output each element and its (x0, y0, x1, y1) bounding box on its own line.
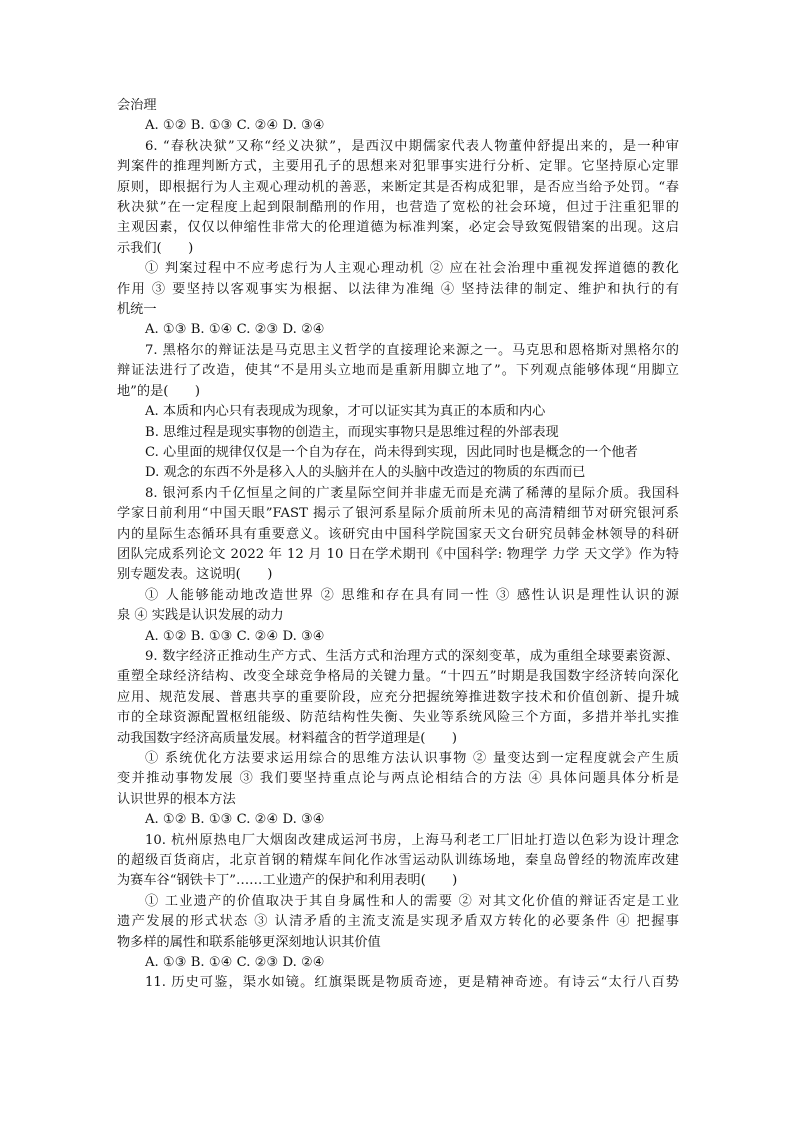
statement-line: 作用 ③ 要坚持以客观事实为根据、以法律为准绳 ④ 坚持法律的制定、维护和执行的有 (117, 281, 679, 297)
text-line: 会治理 (117, 98, 157, 113)
text-line: 原则，即根据行为人主观心理动机的善恶，来断定其是否构成犯罪，是否应当给予处罚。“春 (117, 179, 679, 195)
answer-options: A. ①② B. ①③ C. ②④ D. ③④ (145, 628, 325, 644)
text-line: 主观因素，仅仅以伸缩性非常大的伦理道德为标准判案，必定会导致冤假错案的出现。这启 (117, 220, 679, 236)
answer-options: A. ①③ B. ①④ C. ②③ D. ②④ (145, 322, 325, 338)
statement-line: ① 判案过程中不应考虑行为人主观心理动机 ② 应在社会治理中重视发挥道德的教化 (145, 261, 679, 277)
statement-line: 机统一 (117, 302, 157, 318)
statement-line: 遗产发展的形式状态 ③ 认清矛盾的主流支流是实现矛盾双方转化的必要条件 ④ 把握事 (117, 914, 679, 930)
statement-line: 变并推动事物发展 ③ 我们要坚持重点论与两点论相结合的方法 ④ 具体问题具体分析是 (117, 771, 679, 787)
text-line: 别专题发表。这说明( ) (117, 567, 273, 583)
answer-options: A. ①② B. ①③ C. ②④ D. ③④ (145, 812, 325, 828)
text-line: 团队完成系列论文 2022 年 12 月 10 日在学术期刊《中国科学: 物理学 力学 天文学》作为特 (117, 546, 679, 562)
text-line: 内的星际生态循环具有重要意义。该研究由中国科学院国家天文台研究员韩金林领导的科研 (117, 526, 679, 542)
text-line: 的超级百货商店，北京首钢的精煤车间化作冰雪运动队训练场地，秦皇岛曾经的物流库改建 (117, 853, 679, 869)
text-line: 地”的是( ) (117, 383, 200, 399)
question-stem: 11. 历史可鉴，渠水如镜。红旗渠既是物质奇迹，更是精神奇迹。有诗云“太行八百势 (145, 975, 679, 991)
choice-line: D. 观念的东西不外是移入人的头脑并在人的头脑中改造过的物质的东西而已 (145, 465, 586, 481)
text-line: 应用、规范发展、普惠共享的重要阶段，应充分把握统筹推进数字技术和价值创新、提升城 (117, 689, 679, 705)
statement-line: 泉 ④ 实践是认识发展的动力 (117, 608, 284, 624)
text-line: 示我们( ) (117, 240, 194, 256)
choice-line: A. 本质和内心只有表现成为现象，才可以证实其为真正的本质和内心 (145, 404, 546, 420)
answer-options: A. ①③ B. ①④ C. ②③ D. ②④ (145, 955, 325, 971)
document-page (117, 96, 679, 994)
choice-line: B. 思维过程是现实事物的创造主，而现实事物只是思维过程的外部表现 (145, 424, 559, 440)
question-stem: 9. 数字经济正推动生产方式、生活方式和治理方式的深刻变革，成为重组全球要素资源、 (145, 648, 679, 664)
statement-line: ① 系统优化方法要求运用综合的思维方法认识事物 ② 量变达到一定程度就会产生质 (145, 751, 679, 766)
choice-line: C. 心里面的规律仅仅是一个自为存在，尚未得到实现，因此同时也是概念的一个他者 (145, 444, 638, 460)
statement-line: ① 工业遗产的价值取决于其自身属性和人的需要 ② 对其文化价值的辩证否定是工业 (145, 893, 679, 909)
question-stem: 6. “春秋决狱”又称“经义决狱”，是西汉中期儒家代表人物董仲舒提出来的，是一种审 (145, 138, 679, 154)
statement-line: 认识世界的根本方法 (117, 791, 236, 807)
text-line: 为赛车谷“钢铁卡丁”……工业遗产的保护和利用表明( ) (117, 873, 458, 889)
text-line: 市的全球资源配置枢纽能级、防范结构性失衡、失业等系统风险三个方面，多措并举扎实推 (117, 710, 679, 726)
text-line: 动我国数字经济高质量发展。材料蕴含的哲学道理是( ) (117, 730, 457, 746)
text-line: 重塑全球经济结构、改变全球竞争格局的关键力量。“十四五”时期是我国数字经济转向深化 (117, 669, 679, 685)
answer-options: A. ①② B. ①③ C. ②④ D. ③④ (145, 118, 325, 134)
text-line: 学家日前利用“中国天眼”FAST 揭示了银河系星际介质前所未见的高清精细节对研究银河系 (117, 506, 679, 522)
text-line: 秋决狱”在一定程度上起到限制酷刑的作用，也营造了宽松的社会环境，但过于注重犯罪的 (117, 200, 679, 216)
statement-line: 物多样的属性和联系能够更深刻地认识其价值 (117, 934, 381, 950)
statement-line: ① 人能够能动地改造世界 ② 思维和存在具有同一性 ③ 感性认识是理性认识的源 (145, 587, 679, 603)
question-stem: 10. 杭州原热电厂大烟囱改建成运河书房，上海马利老工厂旧址打造以色彩为设计理念 (145, 832, 679, 848)
text-line: 辩证法进行了改造，使其“不是用头立地而是重新用脚立地了”。下列观点能够体现“用脚立 (117, 363, 679, 379)
text-line: 判案件的推理判断方式，主要用孔子的思想来对犯罪事实进行分析、定罪。它坚持原心定罪 (117, 159, 679, 175)
question-stem: 7. 黑格尔的辩证法是马克思主义哲学的直接理论来源之一。马克思和恩格斯对黑格尔的 (145, 342, 679, 358)
question-stem: 8. 银河系内千亿恒星之间的广袤星际空间并非虚无而是充满了稀薄的星际介质。我国科 (145, 485, 679, 501)
